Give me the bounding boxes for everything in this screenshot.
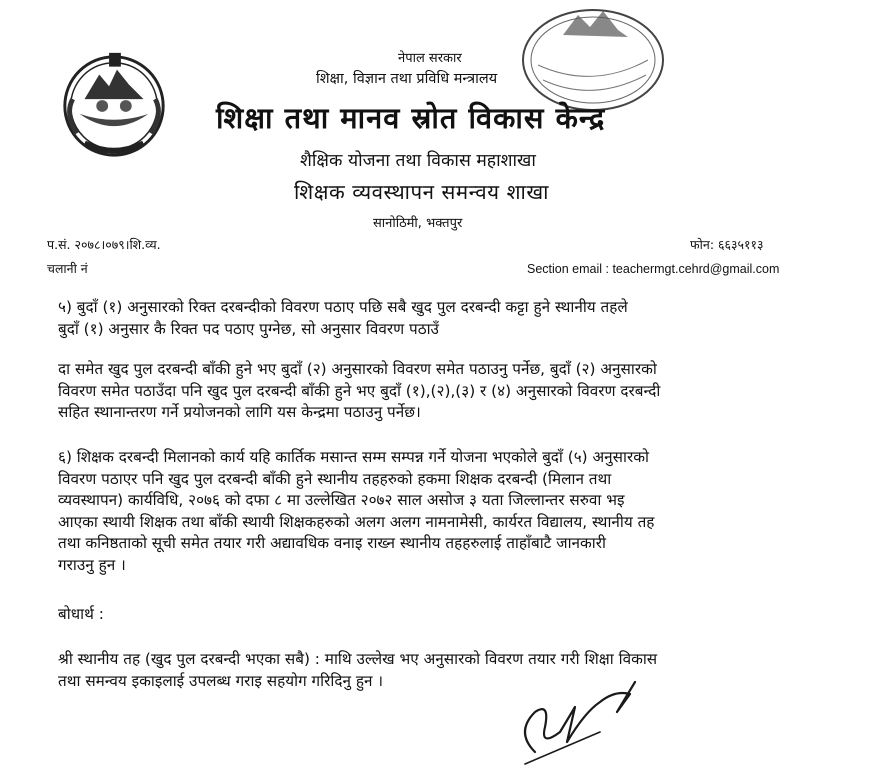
paragraph-line: विवरण पठाएर पनि खुद पुल दरबन्दी बाँकी हुने स्थानीय तहहरुको हकमा शिक्षक दरबन्दी (मिलान तथा: [58, 469, 612, 488]
paragraph-line: तथा कनिष्ठताको सूची समेत तयार गरी अद्यावधिक वनाइ राख्न स्थानीय तहहरुलाई ताहाँबाटै जानकारी: [58, 534, 606, 553]
paragraph-line: तथा समन्वय इकाइलाई उपलब्ध गराइ सहयोग गरिदिनु हुन ।: [58, 671, 384, 690]
section-email: Section email : teachermgt.cehrd@gmail.com: [527, 262, 780, 276]
paragraph-line: विवरण समेत पठाउँदा पनि खुद पुल दरबन्दी बाँकी हुने भए बुदाँ (१),(२),(३) र (४) अनुसारको विवरण दरबन्दी: [58, 381, 661, 400]
phone-number: फोन: ६६३५११३: [690, 237, 764, 252]
paragraph-5: [58, 297, 818, 340]
paragraph-line: ६) शिक्षक दरबन्दी मिलानको कार्य यहि कार्तिक मसान्त सम्म सम्पन्न गर्ने योजना भएकोले बुदाँ (५) अनुसारको: [58, 448, 649, 466]
paragraph-line: दा समेत खुद पुल दरबन्दी बाँकी हुने भए बुदाँ (२) अनुसारको विवरण समेत पठाउनु पर्नेछ, बुदाँ (२) अनुसारको: [58, 360, 657, 378]
paragraph-5-continued: [58, 359, 818, 424]
paragraph-line: व्यवस्थापन) कार्यविधि, २०७६ को दफा ८ मा उल्लेखित २०७२ साल असोज ३ यता जिल्लान्तर सरुवा भइ: [58, 491, 625, 510]
paragraph-line: ५) बुदाँ (१) अनुसारको रिक्त दरबन्दीको विवरण पठाए पछि सबै खुद पुल दरबन्दी कट्टा हुने स्थानीय तहले: [58, 298, 628, 316]
paragraph-line: सहित स्थानान्तरण गर्ने प्रयोजनको लागि यस केन्द्रमा पठाउनु पर्नेछ।: [58, 403, 421, 422]
dispatch-number: चलानी नं: [47, 261, 88, 276]
paragraph-line: श्री स्थानीय तह (खुद पुल दरबन्दी भएका सबै) : माथि उल्लेख भए अनुसारको विवरण तयार गरी शिक्षा विकास: [58, 650, 658, 668]
paragraph-line: गराउनु हुन ।: [58, 555, 126, 574]
cc-label: बोधार्थ :: [58, 605, 104, 623]
ministry-name: शिक्षा, विज्ञान तथा प्रविधि मन्त्रालय: [316, 71, 498, 87]
cc-paragraph: [58, 649, 818, 692]
reference-number: प.सं. २०७८।०७९।शि.व्य.: [47, 237, 161, 252]
handwritten-signature: [505, 672, 655, 768]
nepal-government-emblem-icon: [55, 45, 173, 163]
paragraph-line: आएका स्थायी शिक्षक तथा बाँकी स्थायी शिक्षकहरुको अलग अलग नामनामेसी, कार्यरत विद्यालय, स्थानीय तह: [58, 512, 655, 531]
paragraph-6: [58, 447, 818, 577]
section-name: शिक्षक व्यवस्थापन समन्वय शाखा: [294, 180, 549, 204]
office-title: शिक्षा तथा मानव स्रोत विकास केन्द्र: [216, 101, 606, 135]
division-name: शैक्षिक योजना तथा विकास महाशाखा: [300, 151, 536, 171]
paragraph-line: बुदाँ (१) अनुसार कै रिक्त पद पठाए पुग्नेछ, सो अनुसार विवरण पठाउँ: [58, 319, 439, 338]
office-location: सानोठिमी, भक्तपुर: [373, 216, 463, 231]
government-name: नेपाल सरकार: [398, 51, 462, 66]
